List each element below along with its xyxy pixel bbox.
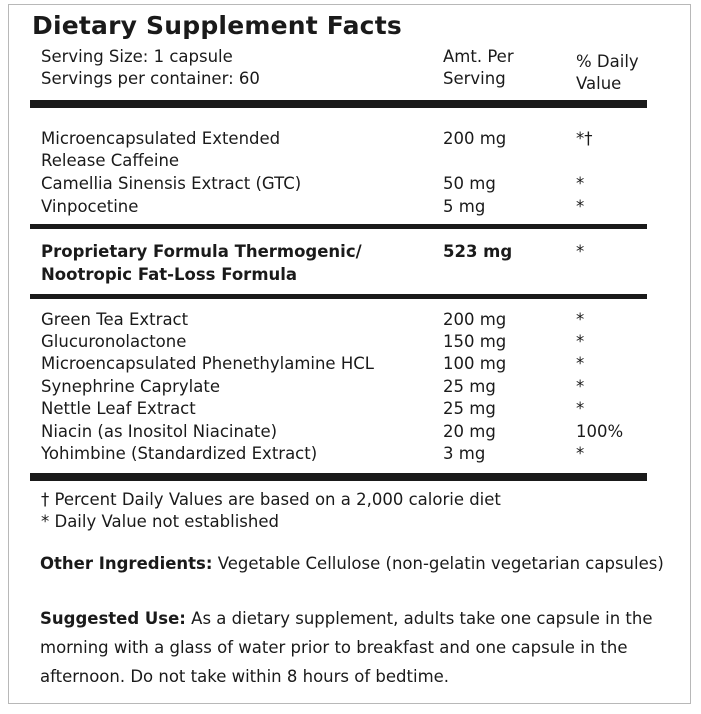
other-ingredients (40, 549, 670, 578)
footnote-not-established: * Daily Value not established (41, 512, 279, 531)
ingredient-name: Microencapsulated Extended (41, 129, 281, 148)
other-ingredients-text: Vegetable Cellulose (non-gelatin vegetarian capsules) (212, 554, 664, 573)
ingredient-name: Glucuronolactone (41, 332, 187, 351)
ingredient-amount: 25 mg (443, 377, 496, 396)
footnote-percent-dv: † Percent Daily Values are based on a 2,000 calorie diet (41, 490, 501, 509)
other-ingredients-label: Other Ingredients: (40, 554, 213, 573)
proprietary-blend-amount: 523 mg (443, 242, 513, 261)
ingredient-dv: *† (576, 129, 593, 148)
ingredient-name: Niacin (as Inositol Niacinate) (41, 422, 278, 441)
ingredient-dv: * (576, 332, 585, 351)
suggested-use-text: As a dietary supplement, adults take one capsule in the morning with a glass of water prior to breakfast and one capsule in the afternoon. Do not take within 8 hours of bedtime. (40, 609, 653, 686)
ingredient-dv: * (576, 197, 585, 216)
ingredient-dv: * (576, 377, 585, 396)
ingredient-amount: 200 mg (443, 310, 507, 329)
section-divider (30, 294, 647, 299)
proprietary-blend-name: Proprietary Formula Thermogenic/ (41, 242, 362, 261)
daily-value-header-line1: % Daily (576, 52, 639, 71)
amount-header-line2: Serving (443, 69, 506, 88)
serving-size: Serving Size: 1 capsule (41, 47, 233, 66)
proprietary-blend-dv: * (576, 242, 585, 261)
ingredient-name: Microencapsulated Phenethylamine HCL (41, 354, 374, 373)
amount-header-line1: Amt. Per (443, 47, 514, 66)
ingredient-amount: 20 mg (443, 422, 496, 441)
ingredient-name: Green Tea Extract (41, 310, 189, 329)
ingredient-dv: * (576, 174, 585, 193)
ingredient-name-cont: Release Caffeine (41, 151, 180, 170)
ingredient-name: Camellia Sinensis Extract (GTC) (41, 174, 302, 193)
header-divider (30, 100, 647, 108)
ingredient-amount: 100 mg (443, 354, 507, 373)
ingredient-name: Yohimbine (Standardized Extract) (41, 444, 318, 463)
ingredient-dv: * (576, 354, 585, 373)
ingredient-amount: 50 mg (443, 174, 496, 193)
daily-value-header-line2: Value (576, 74, 622, 93)
ingredient-name: Nettle Leaf Extract (41, 399, 196, 418)
ingredient-dv: * (576, 444, 585, 463)
footer-divider (30, 473, 647, 481)
section-divider (30, 224, 647, 229)
suggested-use-label: Suggested Use: (40, 609, 186, 628)
panel-title: Dietary Supplement Facts (32, 11, 402, 40)
suggested-use (40, 604, 670, 691)
ingredient-dv: * (576, 310, 585, 329)
ingredient-name: Synephrine Caprylate (41, 377, 220, 396)
ingredient-dv: * (576, 399, 585, 418)
ingredient-amount: 150 mg (443, 332, 507, 351)
ingredient-name: Vinpocetine (41, 197, 139, 216)
ingredient-dv: 100% (576, 422, 624, 441)
servings-per-container: Servings per container: 60 (41, 69, 260, 88)
proprietary-blend-name-cont: Nootropic Fat-Loss Formula (41, 265, 298, 284)
ingredient-amount: 25 mg (443, 399, 496, 418)
ingredient-amount: 5 mg (443, 197, 486, 216)
ingredient-amount: 3 mg (443, 444, 486, 463)
ingredient-amount: 200 mg (443, 129, 507, 148)
